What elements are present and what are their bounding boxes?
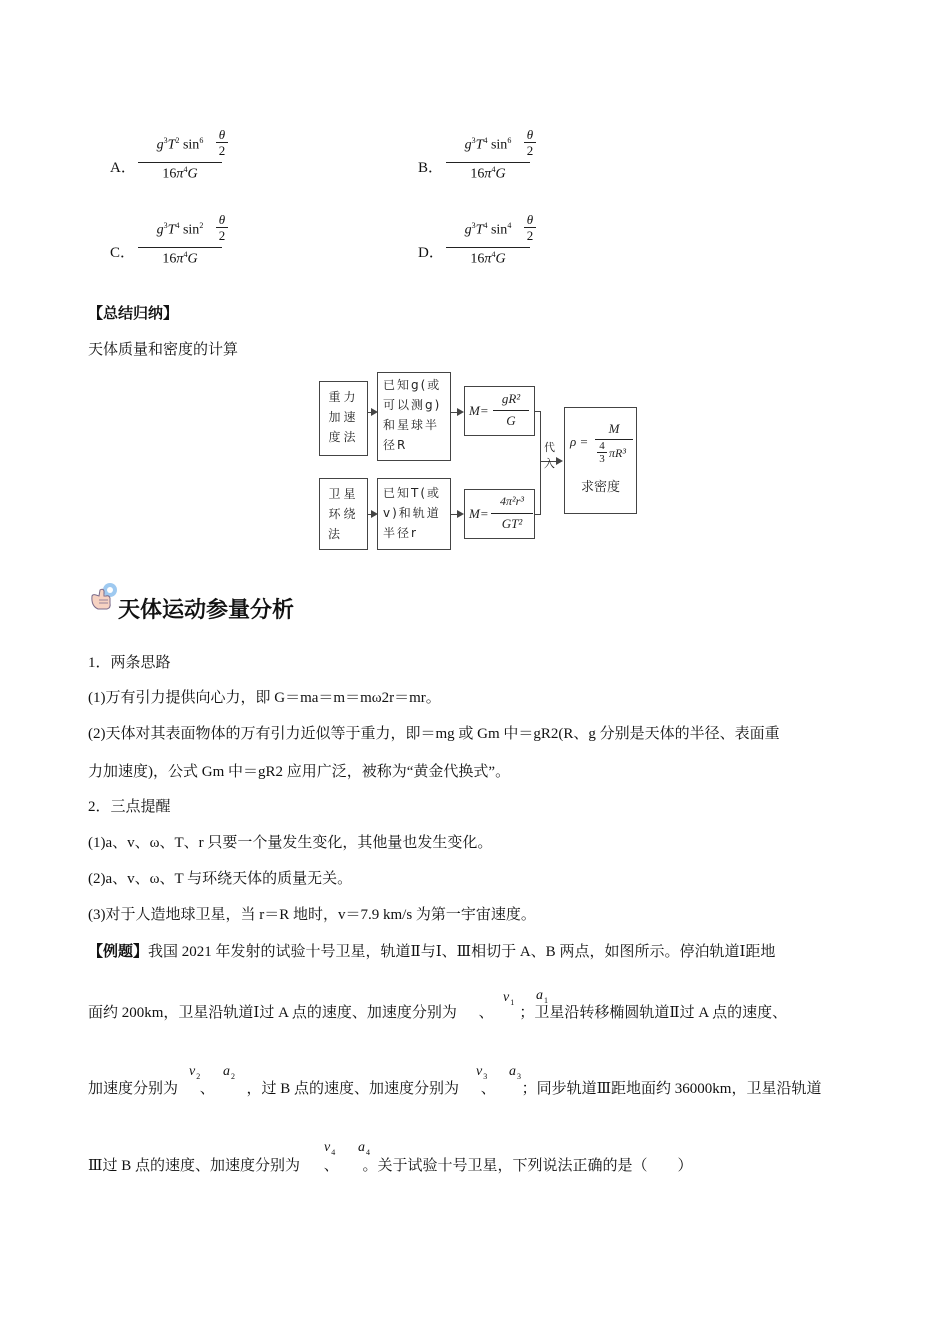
var-v1: $v_1$ [503, 990, 515, 1007]
body-paragraph: (2)天体对其表面物体的万有引力近似等于重力，即＝mg 或 Gm 中＝gR2(R、g 分别是天体的半径、表面重 [88, 726, 780, 742]
option-letter: D． [418, 245, 444, 261]
body-paragraph: 1．两条思路 [88, 655, 171, 671]
summary-heading: 【总结归纳】 [88, 306, 179, 322]
option-letter: B． [418, 160, 444, 176]
option-formula: $g^3T^4$ $\sin^6$ θ 2 $16\pi^4G$ [446, 136, 530, 183]
summary-subtitle: 天体质量和密度的计算 [88, 342, 239, 358]
gravity-method-box: 重力 加速 度法 [319, 381, 368, 456]
hand-pointer-icon [88, 582, 118, 612]
option-formula: $g^3T^4$ $\sin^4$ θ 2 $16\pi^4G$ [446, 221, 530, 268]
option-letter: C． [110, 245, 136, 261]
section-title: 天体运动参量分析 [118, 598, 295, 623]
option-formula: $g^3T^4$ $\sin^2$ θ 2 $16\pi^4G$ [138, 221, 222, 268]
substitute-label: 代 入 [544, 441, 555, 470]
formula-top-box: M= gR² G [464, 386, 535, 436]
body-paragraph: (2)a、v、ω、T 与环绕天体的质量无关。 [88, 871, 353, 887]
option-letter: A． [110, 160, 136, 176]
example-line-3: 加速度分别为 、 ，过 B 点的速度、加速度分别为 、 ；同步轨道Ⅲ距地面约 36000km，卫星沿轨道 [88, 1081, 822, 1097]
formula-bottom-box: M= 4π²r³ GT² [464, 489, 535, 539]
example-line-4: Ⅲ过 B 点的速度、加速度分别为 、 。关于试验十号卫星，下列说法正确的是（ ） [88, 1158, 693, 1174]
arrow-right-icon [556, 457, 563, 465]
known-T-box: 已知T(或 v)和轨道 半径r [377, 478, 451, 550]
var-v4: $v_4$ [324, 1140, 336, 1157]
var-a1: $a_1$ [536, 988, 548, 1005]
var-v2: $v_2$ [189, 1064, 201, 1081]
body-paragraph: 2．三点提醒 [88, 799, 171, 815]
arrow-right-icon [457, 510, 464, 518]
example-line-1: 【例题】我国 2021 年发射的试验十号卫星，轨道Ⅱ与Ⅰ、Ⅲ相切于 A、B 两点，如图所示。停泊轨道Ⅰ距地 [88, 944, 776, 960]
body-paragraph: (1)a、v、ω、T、r 只要一个量发生变化，其他量也发生变化。 [88, 835, 493, 851]
var-a2: $a_2$ [223, 1064, 235, 1081]
body-paragraph: (1)万有引力提供向心力，即 G＝ma＝m＝mω2r＝mr。 [88, 690, 441, 706]
orbit-method-box: 卫星 环绕 法 [319, 478, 368, 550]
example-line-2: 面约 200km，卫星沿轨道Ⅰ过 A 点的速度、加速度分别为 、 ；卫星沿转移椭圆轨道Ⅱ过 A 点的速度、 [88, 1005, 788, 1021]
var-a4: $a_4$ [358, 1140, 370, 1157]
var-v3: $v_3$ [476, 1064, 488, 1081]
option-formula: $g^3T^2$ $\sin^6$ θ 2 $16\pi^4G$ [138, 136, 222, 183]
body-paragraph: (3)对于人造地球卫星，当 r＝R 地时，v＝7.9 km/s 为第一宇宙速度。 [88, 907, 536, 923]
density-box: ρ = M 4 3 πR³ 求密度 [564, 407, 637, 514]
arrow-right-icon [457, 408, 464, 416]
example-tag: 【例题】 [88, 944, 149, 960]
var-a3: $a_3$ [509, 1064, 521, 1081]
known-g-box: 已知g(或 可以测g) 和星球半 径R [377, 372, 451, 461]
body-paragraph: 力加速度)，公式 Gm 中＝gR2 应用广泛，被称为“黄金代换式”。 [88, 764, 511, 780]
